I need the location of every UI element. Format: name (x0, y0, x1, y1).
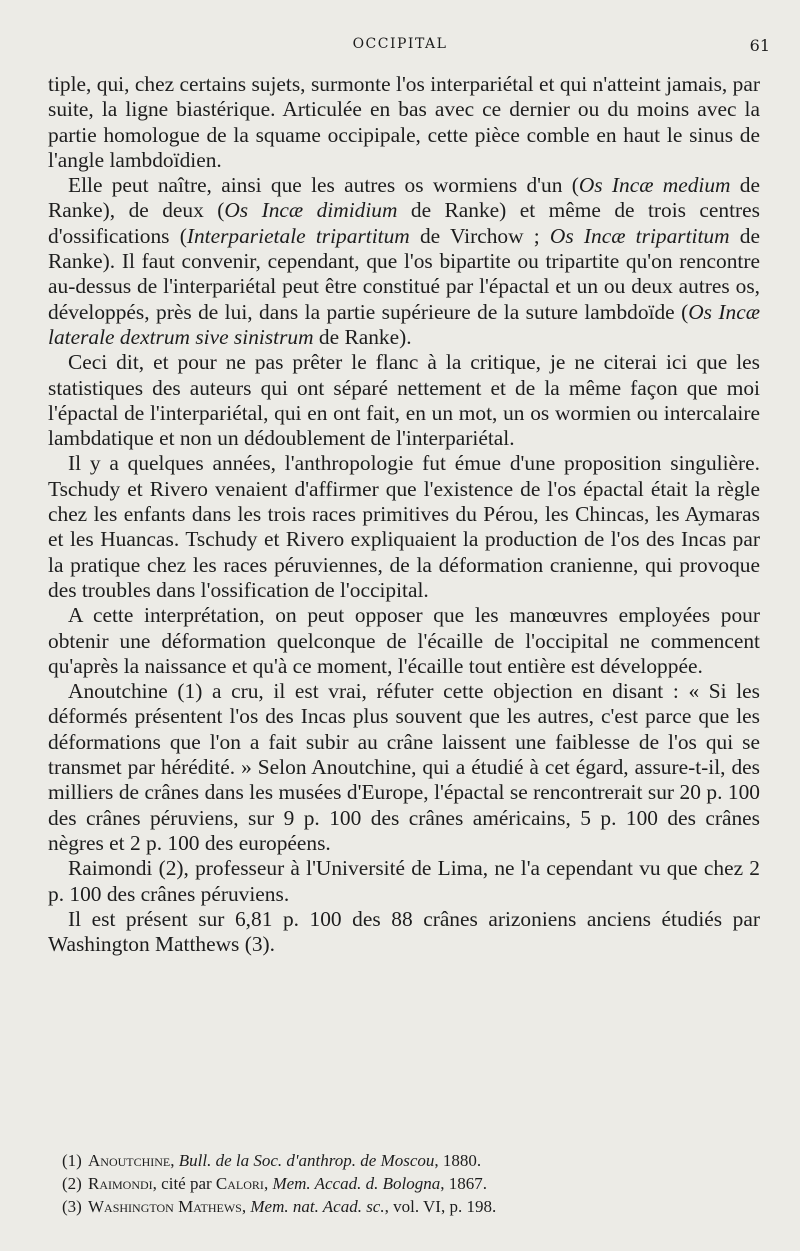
text-run: Raimondi (2), professeur à l'Université de Lima, ne l'a cependant vu que chez 2 p. 100 des crânes péruviens. (48, 856, 760, 906)
paragraph (48, 72, 760, 173)
author-name: Calori (215, 1174, 264, 1193)
text-run: Anoutchine (1) a cru, il est vrai, réfuter cette objection en disant : « Si les déformés présentent l'os des Incas plus souvent que les autres, c'est parce que les déformations que l'on a fait subir au crâne laissent une faiblesse de l'os qui se transmet par hérédité. » Selon Anoutchine, qui a étudié à cet égard, assure-t-il, des milliers de crânes dans les musées d'Europe, l'épactal se rencontrerait sur 20 p. 100 des crânes péruviens, sur 9 p. 100 des crânes américains, 5 p. 100 des crânes nègres et 2 p. 100 des européens. (48, 679, 760, 855)
footnote (62, 1172, 762, 1195)
author-name: Raimondi (88, 1174, 153, 1193)
footnote-text: , (170, 1151, 179, 1170)
footnote-text: , 1880. (434, 1151, 482, 1170)
text-run: de Ranke). (313, 324, 412, 349)
text-run: de Virchow ; (409, 223, 550, 248)
footnote (62, 1195, 762, 1218)
text-run: tiple, qui, chez certains sujets, surmonte l'os interpariétal et qui n'atteint jamais, par suite, la ligne biastérique. Articulée en bas avec ce dernier ou du moins avec la partie homologue de la squame occipipale, cette pièce comble en haut le sinus de l'angle lambdoïdien. (48, 72, 760, 172)
italic-text-run: Interparietale tripartitum (186, 223, 410, 248)
footnote-text: , (241, 1197, 251, 1216)
text-run: Elle peut naître, ainsi que les autres os wormiens d'un ( (68, 173, 579, 198)
italic-text-run: Os Incæ tripartitum (549, 223, 730, 248)
footnote-text: , 1867. (440, 1174, 487, 1193)
running-head (0, 36, 800, 60)
italic-text-run: Os Incæ laterale dextrum sive sinistrum (48, 299, 760, 349)
publication-title: Mem. nat. Acad. sc. (250, 1197, 385, 1216)
text-run: de Ranke) et même de trois centres d'ossifications ( (48, 198, 760, 248)
paragraph (48, 350, 760, 451)
body-text (48, 72, 760, 957)
paragraph (48, 679, 760, 856)
text-run: Il est présent sur 6,81 p. 100 des 88 crânes arizoniens anciens étudiés par Washington Matthews (3). (48, 906, 760, 957)
text-run: Il y a quelques années, l'anthropologie fut émue d'une proposition singulière. Tschudy et Rivero venaient d'affirmer que l'existence de l'os épactal était la règle chez les enfants dans les trois races primitives du Pérou, les Chincas, les Aymaras et les Huancas. Tschudy et Rivero expliquaient la production de l'os des Incas par la pratique chez les races péruviennes, de la déformation cranienne, qui provoque des troubles dans l'ossification de l'occipital. (48, 451, 760, 602)
text-run: de Ranke), de deux ( (48, 173, 760, 223)
text-run: Ceci dit, et pour ne pas prêter le flanc à la critique, je ne citerai ici que les statistiques des auteurs qui ont séparé nettement et de la même façon que moi l'épactal de l'interpariétal, qui en ont fait, en un mot, un os wormien ou intercalaire lambdatique et non un dédoublement de l'interpariétal. (48, 350, 760, 451)
paragraph (48, 907, 760, 958)
footnote-text: , cité par (152, 1174, 216, 1193)
page-number: 61 (749, 36, 770, 55)
footnote-number: (3) (62, 1197, 82, 1216)
publication-title: Mem. Accad. d. Bologna (272, 1174, 441, 1193)
paragraph (48, 451, 760, 603)
footnote-number: (2) (62, 1174, 82, 1193)
text-run: de Ranke). Il faut convenir, cependant, que l'os bipartite ou tripartite qu'on rencontre au-dessus de l'interpariétal peut être constitué par l'épactal et un ou deux autres os, développés, près de lui, dans la partie supérieure de la suture lambdoïde ( (48, 223, 760, 324)
author-name: Anoutchine (88, 1151, 171, 1170)
running-title: OCCIPITAL (352, 36, 448, 52)
italic-text-run: Os Incæ medium (578, 173, 731, 198)
footnote-text: , (263, 1174, 273, 1193)
paragraph (48, 856, 760, 907)
paragraph (48, 603, 760, 679)
italic-text-run: Os Incæ dimidium (224, 198, 398, 223)
author-name: Washington Mathews (88, 1197, 242, 1216)
publication-title: Bull. de la Soc. d'anthrop. de Moscou (178, 1151, 435, 1170)
footnote (62, 1149, 762, 1172)
text-run: A cette interprétation, on peut opposer que les manœuvres employées pour obtenir une déformation quelconque de l'écaille de l'occipital ne commencent qu'après la naissance et qu'à ce moment, l'écaille tout entière est développée. (48, 603, 760, 678)
footnote-text: , vol. VI, p. 198. (384, 1197, 497, 1216)
paragraph (48, 173, 760, 350)
footnotes (62, 1149, 762, 1218)
footnote-number: (1) (62, 1151, 82, 1170)
